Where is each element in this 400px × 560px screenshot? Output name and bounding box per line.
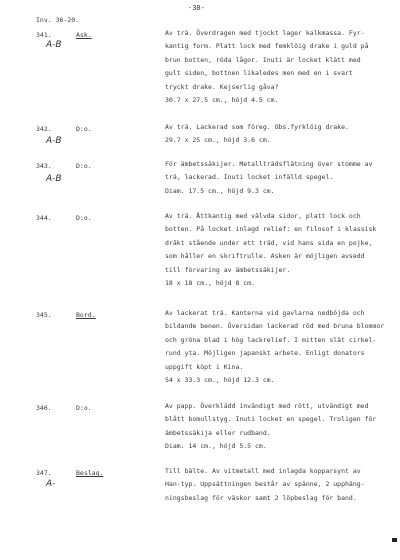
entry-name: D:o. <box>76 214 92 222</box>
handwritten-note: A-B <box>46 174 62 184</box>
entry-name: Ask. <box>76 31 92 39</box>
description-line: Till bälte. Av vitmetall med inlagda kopparsynt av <box>165 467 361 475</box>
description-line: botten. På locket inlagd relief: en filosof i klassisk <box>165 225 377 234</box>
description-line: Av papp. Överklädd invändigt med rött, utvändigt med <box>165 402 369 410</box>
entry-name: D:o. <box>76 404 92 412</box>
handwritten-note: A-B <box>46 136 62 146</box>
entry-description <box>165 210 387 290</box>
entry-name: Bord. <box>76 311 96 319</box>
description-line: För ämbetssäkijer. Metallträdsflätning över stomme av <box>165 160 373 168</box>
handwritten-note: A- <box>46 479 56 489</box>
handwritten-note: A-B <box>46 40 62 50</box>
description-line: till förvaring av ämbetssäkijer. <box>165 265 291 274</box>
description-line: trä, lackerad. Inuti locket infälld spegel. <box>165 173 334 182</box>
description-line: Han-typ. Uppsättningen består av spänne, 2 upphäng- <box>165 480 365 489</box>
description-line: blått bomullstyg. Inuti locket en spegel. Troligen för <box>165 415 377 424</box>
entry-number: 347. <box>36 469 52 477</box>
entry-description <box>165 307 387 387</box>
entry-number: 342. <box>36 125 52 133</box>
entry-description <box>165 400 387 454</box>
entry-name: Beslag. <box>76 469 104 477</box>
description-line: gult siden, bottnen likaledes men med en i svart <box>165 69 353 78</box>
entry-number: 341. <box>36 31 52 39</box>
scan-mark <box>392 538 397 542</box>
description-line: Av trä. Åttkantig med välvda sidor, platt lock och <box>165 212 361 220</box>
description-line: uppgift köpt i Kina. <box>165 362 244 371</box>
description-line: Av trä. Lackerad som föreg. Obs.fyrklöig drake. <box>165 123 349 131</box>
entry-number: 345. <box>36 311 52 319</box>
entry-number: 344. <box>36 214 52 222</box>
dimensions-line: 29.7 x 25 cm., höjd 3.6 cm. <box>165 136 271 145</box>
description-line: ningsbeslag för väskor samt 2 löpbeslag för band. <box>165 493 357 502</box>
entry-description <box>165 27 387 107</box>
description-line: som håller en skriftrulle. Asken är möjligen avsedd <box>165 252 365 261</box>
description-line: Av lackerat trä. Kanterna vid gavlarna nedböjda och <box>165 309 365 317</box>
description-line: brun botten, röda lågor. Inuti är locket klätt med <box>165 55 361 64</box>
entry-number: 343. <box>36 162 52 170</box>
description-line: ämbetssäkija eller rudband. <box>165 428 271 437</box>
description-line: tryckt drake. Kejserlig gåva? <box>165 82 279 91</box>
description-line: rund yta. Möjligen japanskt arbete. Enligt donators <box>165 349 365 358</box>
entry-number: 346. <box>36 404 52 412</box>
entry-description <box>165 158 387 198</box>
description-line: kantig form. Platt lock med femklöig drake i guld på <box>165 42 369 51</box>
description-line: dräkt stående under ett träd, vid hans sida en pojke, <box>165 238 373 247</box>
dimensions-line: 30.7 x 27.5 cm., höjd 4.5 cm. <box>165 96 279 105</box>
description-line: Av trä. Överdragen med tjockt lager kalkmassa. Fyr- <box>165 29 365 37</box>
entry-name: D:o. <box>76 162 92 170</box>
entry-description <box>165 465 387 505</box>
inventory-label: Inv. 36-20. <box>36 16 80 24</box>
description-line: bildande benen. Översidan lackerad röd med bruna blommor <box>165 322 385 331</box>
description-line: och gröna blad i hög lackrelief. I mitten slät cirkel- <box>165 335 377 344</box>
dimensions-line: 54 x 33.3 cm., höjd 12.3 cm. <box>165 376 275 385</box>
entry-name: D:o. <box>76 125 92 133</box>
entry-description <box>165 121 387 148</box>
dimensions-line: 18 x 18 cm., höjd 8 cm. <box>165 279 256 288</box>
page-number: -38- <box>188 4 205 12</box>
dimensions-line: Diam. 17.5 cm., höjd 9.3 cm. <box>165 186 275 195</box>
dimensions-line: Diam. 14 cm., höjd 5.5 cm. <box>165 442 267 451</box>
